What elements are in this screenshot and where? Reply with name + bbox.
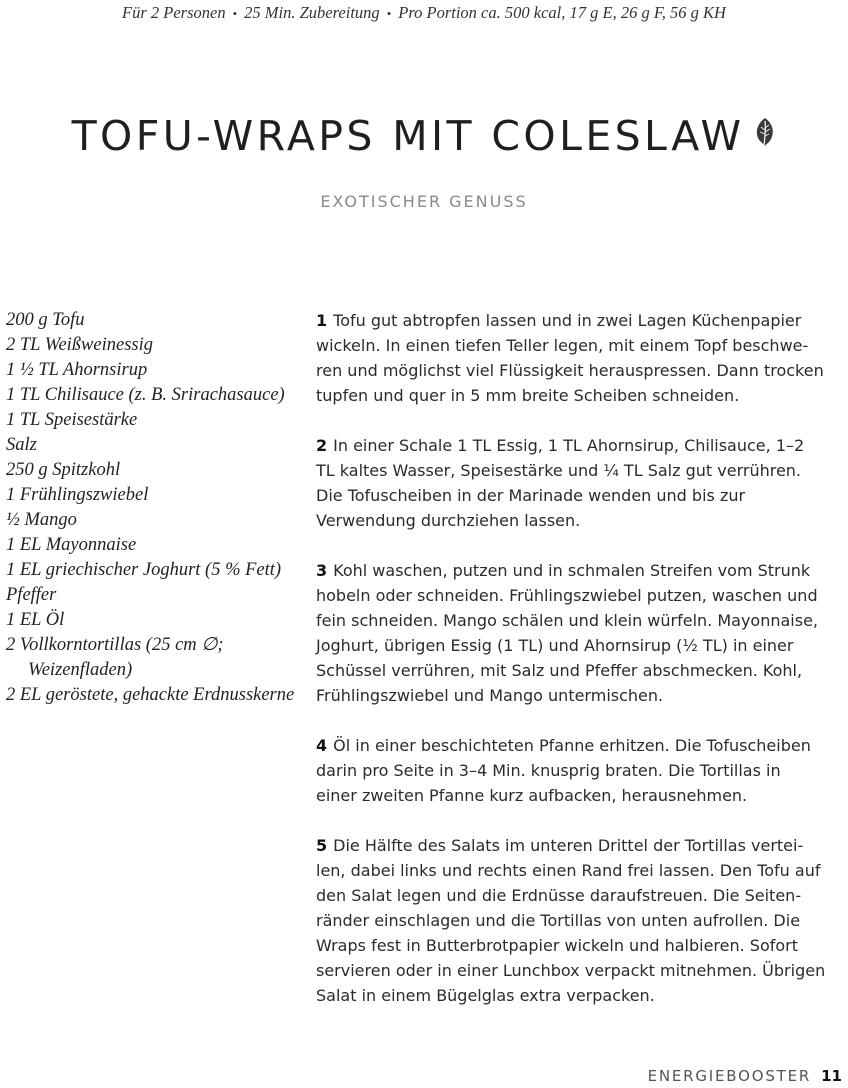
nutrition-text: Pro Portion ca. 500 kcal, 17 g E, 26 g F, 56 g KH [398, 3, 726, 22]
ingredient-item: 200 g Tofu [6, 310, 85, 330]
ingredient-item: 1 Frühlingszwiebel [6, 485, 149, 505]
step-number: 1 [316, 311, 328, 330]
ingredient-item: Salz [6, 435, 37, 455]
ingredient-item: 250 g Spitzkohl [6, 460, 121, 480]
ingredient-item: 1 ½ TL Ahornsirup [6, 360, 148, 380]
recipe-subtitle: EXOTISCHER GENUSS [320, 192, 528, 211]
step-paragraph [316, 433, 826, 533]
step-paragraph [316, 308, 826, 408]
ingredient-item: 1 TL Speisestärke [6, 410, 138, 430]
ingredient-item: 1 TL Chilisauce (z. B. Srirachasauce) [6, 385, 285, 405]
ingredient-item: 1 EL griechischer Joghurt (5 % Fett) [6, 560, 282, 580]
ingredient-item: Pfeffer [6, 585, 57, 605]
step-paragraph [316, 733, 826, 808]
page-footer [648, 1066, 842, 1088]
step-paragraph [316, 833, 826, 1008]
step-text: Öl in einer beschichteten Pfanne erhitzen. Die Tofuscheiben darin pro Seite in 3–4 Min. knusprig braten. Die Tortillas in einer zweiten Pfanne kurz aufbacken, herausnehmen. [316, 736, 811, 805]
ingredient-item: ½ Mango [6, 510, 77, 530]
step-text: Kohl waschen, putzen und in schmalen Streifen vom Strunk hobeln oder schneiden. Frühlingszwiebel putzen, waschen und fein schneiden. Mango schälen und klein würfeln. Mayonnaise, Joghurt, übrigen Essig (1 TL) und Ahornsirup (½ TL) in einer Schüssel verrühren, mit Salz und Pfeffer abschmecken. Kohl, Frühlingszwiebel und Mango untermischen. [316, 561, 818, 705]
leaf-icon [754, 117, 776, 152]
step-text: Die Hälfte des Salats im unteren Drittel der Tortillas verteilen, dabei links und rechts einen Rand frei lassen. Den Tofu auf den Salat legen und die Erdnüsse daraufstreuen. Die Seitenränder einschlagen und die Tortillas von unten aufrollen. Die Wraps fest in Butterbrotpapier wickeln und halbieren. Sofort servieren oder in einer Lunchbox verpackt mitnehmen. Übrigen Salat in einem Bügelglas extra verpacken. [316, 836, 826, 1005]
step-number: 3 [316, 561, 328, 580]
recipe-title: TOFU-WRAPS MIT COLESLAW [71, 112, 745, 160]
step-number: 2 [316, 436, 328, 455]
ingredient-item: 1 EL Mayonnaise [6, 535, 137, 555]
step-number: 4 [316, 736, 328, 755]
ingredient-item: 1 EL Öl [6, 610, 65, 630]
section-label: ENERGIEBOOSTER [647, 1067, 812, 1085]
ingredient-item: 2 Vollkorntortillas (25 cm ∅; Weizenfladen) [6, 635, 224, 680]
recipe-meta-line [0, 3, 848, 23]
servings-text: Für 2 Personen [122, 3, 226, 22]
ingredient-item: 2 EL geröstete, gehackte Erdnusskerne [6, 685, 295, 705]
step-text: Tofu gut abtropfen lassen und in zwei Lagen Küchenpapier wickeln. In einen tiefen Teller legen, mit einem Topf beschweren und möglichst viel Flüssigkeit herauspressen. Dann trocken tupfen und quer in 5 mm breite Scheiben schneiden. [316, 311, 824, 405]
separator-dot: • [386, 6, 392, 21]
step-number: 5 [316, 836, 328, 855]
title-block [0, 112, 848, 160]
ingredient-item: 2 TL Weißweinessig [6, 335, 153, 355]
prep-time-text: 25 Min. Zubereitung [244, 3, 380, 22]
page-number: 11 [821, 1067, 842, 1085]
instruction-steps [316, 308, 826, 1033]
step-paragraph [316, 558, 826, 708]
separator-dot: • [232, 6, 238, 21]
ingredient-list [6, 308, 296, 708]
step-text: In einer Schale 1 TL Essig, 1 TL Ahornsirup, Chilisauce, 1–2 TL kaltes Wasser, Speisestärke und ¼ TL Salz gut verrühren. Die Tofuscheiben in der Marinade wenden und bis zur Verwendung durchziehen lassen. [316, 436, 805, 530]
